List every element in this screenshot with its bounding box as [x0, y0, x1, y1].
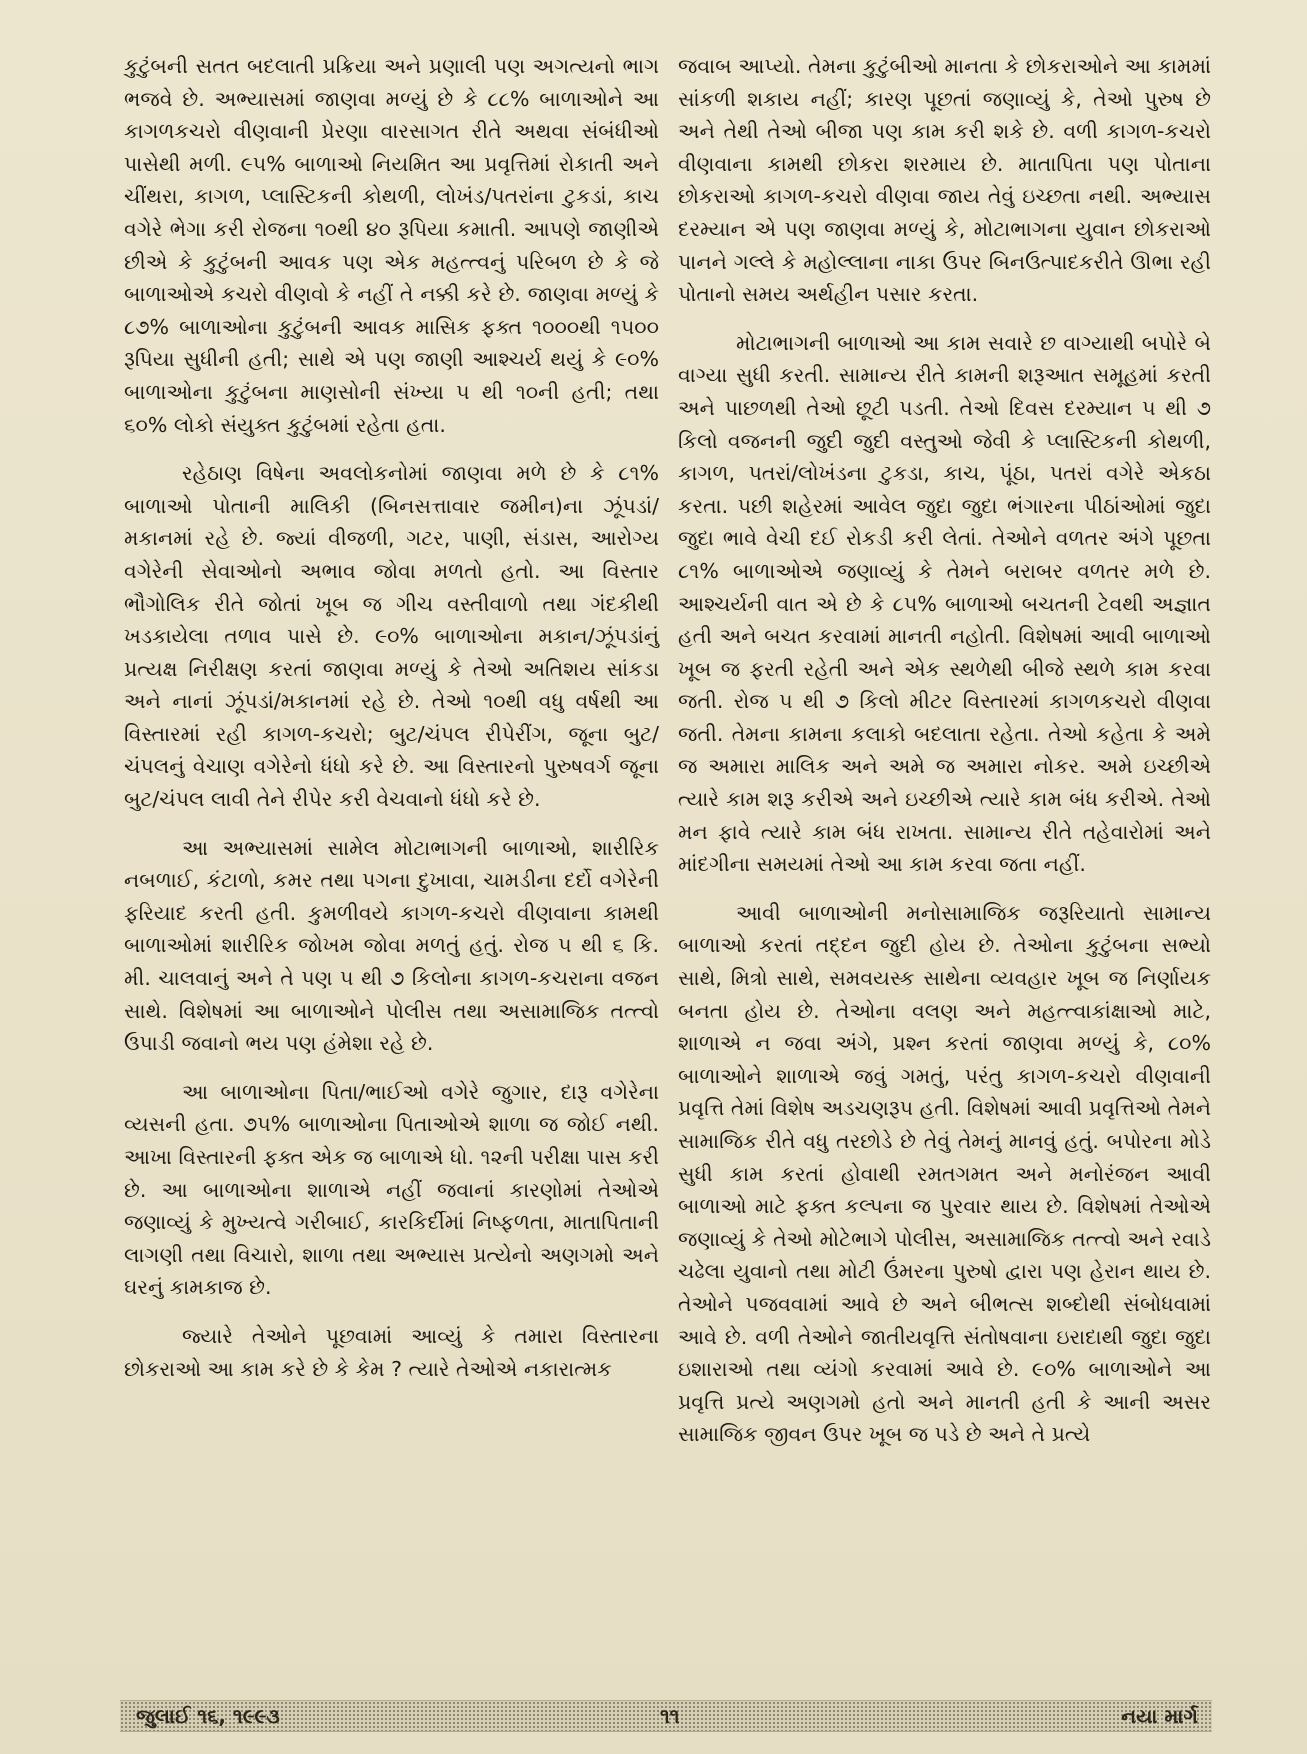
right-column	[678, 50, 1211, 1451]
page-footer	[120, 1700, 1212, 1732]
paragraph-psychosocial-needs: આવી બાળાઓની મનોસામાજિક જરૂરિયાતો સામાન્ય બાળાઓ કરતાં તદ્દન જુદી હોય છે. તેઓના કુટુંબના સભ્યો સાથે, મિત્રો સાથે, સમવયસ્ક સાથેના વ્યવહાર ખૂબ જ નિર્ણાયક બનતા હોય છે. તેઓના વલણ અને મહત્ત્વાકાંક્ષાઓ માટે, શાળાએ ન જવા અંગે, પ્રશ્ન કરતાં જાણવા મળ્યું કે, ૮૦% બાળાઓને શાળાએ જવું ગમતું, પરંતુ કાગળ-કચરો વીણવાની પ્રવૃત્તિ તેમાં વિશેષ અડચણરૂપ હતી. વિશેષમાં આવી પ્રવૃત્તિઓ તેમને સામાજિક રીતે વધુ તરછોડે છે તેવું તેમનું માનવું હતું. બપોરના મોડે સુધી કામ કરતાં હોવાથી રમતગમત અને મનોરંજન આવી બાળાઓ માટે ફક્ત કલ્પના જ પુરવાર થાય છે. વિશેષમાં તેઓએ જણાવ્યું કે તેઓ મોટેભાગે પોલીસ, અસામાજિક તત્ત્વો અને રવાડે ચઢેલા યુવાનો તથા મોટી ઉંમરના પુરુષો દ્વારા પણ હેરાન થાય છે. તેઓને પજવવામાં આવે છે અને બીભત્સ શબ્દોથી સંબોધવામાં આવે છે. વળી તેઓને જાતીયવૃત્તિ સંતોષવાના ઇરાદાથી જુદા જુદા ઇશારાઓ તથા વ્યંગો કરવામાં આવે છે. ૯૦% બાળાઓને આ પ્રવૃત્તિ પ્રત્યે અણગમો હતો અને માનતી હતી કે આની અસર સામાજિક જીવન ઉપર ખૂબ જ પડે છે અને તે પ્રત્યે	[678, 900, 1211, 1447]
paragraph-boys-answer: જવાબ આપ્યો. તેમના કુટુંબીઓ માનતા કે છોકરાઓને આ કામમાં સાંકળી શકાય નહીં; કારણ પૂછતાં જણાવ્યું કે, તેઓ પુરુષ છે અને તેથી તેઓ બીજા પણ કામ કરી શકે છે. વળી કાગળ-કચરો વીણવાના કામથી છોકરા શરમાય છે. માતાપિતા પણ પોતાના છોકરાઓ કાગળ-કચરો વીણવા જાય તેવું ઇચ્છતા નથી. અભ્યાસ દરમ્યાન એ પણ જાણવા મળ્યું કે, મોટાભાગના યુવાન છોકરાઓ પાનને ગલ્લે કે મહોલ્લાના નાકા ઉપર બિનઉત્પાદકરીતે ઊભા રહી પોતાનો સમય અર્થહીન પસાર કરતા.	[678, 54, 1211, 307]
paragraph-fathers-education: આ બાળાઓના પિતા/ભાઈઓ વગેરે જુગાર, દારૂ વગેરેના વ્યસની હતા. ૭૫% બાળાઓના પિતાઓએ શાળા જ જોઈ નથી. આખા વિસ્તારની ફક્ત એક જ બાળાએ ધો. ૧૨ની પરીક્ષા પાસ કરી છે. આ બાળાઓના શાળાએ નહીં જવાનાં કારણોમાં તેઓએ જણાવ્યું કે મુખ્યત્વે ગરીબાઈ, કારકિર્દીમાં નિષ્ફળતા, માતાપિતાની લાગણી તથા વિચારો, શાળા તથા અભ્યાસ પ્રત્યેનો અણગમો અને ઘરનું કામકાજ છે.	[124, 1079, 659, 1300]
footer-publication-title: નયા માર્ગ	[1121, 1704, 1198, 1728]
paragraph-boys-question: જ્યારે તેઓને પૂછવામાં આવ્યું કે તમારા વિસ્તારના છોકરાઓ આ કામ કરે છે કે કેમ ? ત્યારે તેઓએ નકારાત્મક	[124, 1323, 659, 1381]
left-column	[124, 50, 659, 1385]
paragraph-family-income: કુટુંબની સતત બદલાતી પ્રક્રિયા અને પ્રણાલી પણ અગત્યનો ભાગ ભજવે છે. અભ્યાસમાં જાણવા મળ્યું છે કે ૮૮% બાળાઓને આ કાગળકચરો વીણવાની પ્રેરણા વારસાગત રીતે અથવા સંબંધીઓ પાસેથી મળી. ૯૫% બાળાઓ નિયમિત આ પ્રવૃત્તિમાં રોકાતી અને ચીંથરા, કાગળ, પ્લાસ્ટિકની કોથળી, લોખંડ/પતરાંના ટુકડાં, કાચ વગેરે ભેગા કરી રોજના ૧૦થી ૪૦ રૂપિયા કમાતી. આપણે જાણીએ છીએ કે કુટુંબની આવક પણ એક મહત્ત્વનું પરિબળ છે કે જે બાળાઓએ કચરો વીણવો કે નહીં તે નક્કી કરે છે. જાણવા મળ્યું કે ૮૭% બાળાઓના કુટુંબની આવક માસિક ફક્ત ૧૦૦૦થી ૧૫૦૦ રૂપિયા સુધીની હતી; સાથે એ પણ જાણી આશ્ચર્ય થયું કે ૯૦% બાળાઓના કુટુંબના માણસોની સંખ્યા ૫ થી ૧૦ની હતી; તથા ૬૦% લોકો સંયુક્ત કુટુંબમાં રહેતા હતા.	[124, 54, 659, 437]
paragraph-housing: રહેઠાણ વિષેના અવલોકનોમાં જાણવા મળે છે કે ૮૧% બાળાઓ પોતાની માલિકી (બિનસત્તાવાર જમીન)ના ઝૂંપડાં/મકાનમાં રહે છે. જ્યાં વીજળી, ગટર, પાણી, સંડાસ, આરોગ્ય વગેરેની સેવાઓનો અભાવ જોવા મળતો હતો. આ વિસ્તાર ભૌગોલિક રીતે જોતાં ખૂબ જ ગીચ વસ્તીવાળો તથા ગંદકીથી ખડકાયેલા તળાવ પાસે છે. ૯૦% બાળાઓના મકાન/ઝૂંપડાંનું પ્રત્યક્ષ નિરીક્ષણ કરતાં જાણવા મળ્યું કે તેઓ અતિશય સાંકડા અને નાનાં ઝૂંપડાં/મકાનમાં રહે છે. તેઓ ૧૦થી વધુ વર્ષથી આ વિસ્તારમાં રહી કાગળ-કચરો; બુટ/ચંપલ રીપેરીંગ, જૂના બુટ/ચંપલનું વેચાણ વગેરેનો ધંધો કરે છે. આ વિસ્તારનો પુરુષવર્ગ જૂના બુટ/ચંપલ લાવી તેને રીપેર કરી વેચવાનો ધંધો કરે છે.	[124, 461, 659, 812]
paragraph-health: આ અભ્યાસમાં સામેલ મોટાભાગની બાળાઓ, શારીરિક નબળાઈ, કંટાળો, કમર તથા પગના દુખાવા, ચામડીના દર્દો વગેરેની ફરિયાદ કરતી હતી. કુમળીવયે કાગળ-કચરો વીણવાના કામથી બાળાઓમાં શારીરિક જોખમ જોવા મળતું હતું. રોજ ૫ થી ૬ કિ. મી. ચાલવાનું અને તે પણ ૫ થી ૭ કિલોના કાગળ-કચરાના વજન સાથે. વિશેષમાં આ બાળાઓને પોલીસ તથા અસામાજિક તત્ત્વો ઉપાડી જવાનો ભય પણ હંમેશા રહે છે.	[124, 835, 659, 1056]
footer-date: જુલાઈ ૧૬, ૧૯૯૩	[136, 1704, 280, 1728]
footer-page-number: ૧૧	[660, 1704, 680, 1728]
paragraph-work-routine: મોટાભાગની બાળાઓ આ કામ સવારે છ વાગ્યાથી બપોરે બે વાગ્યા સુધી કરતી. સામાન્ય રીતે કામની શરૂઆત સમૂહમાં કરતી અને પાછળથી તેઓ છૂટી પડતી. તેઓ દિવસ દરમ્યાન ૫ થી ૭ કિલો વજનની જુદી જુદી વસ્તુઓ જેવી કે પ્લાસ્ટિકની કોથળી, કાગળ, પતરાં/લોખંડના ટુકડા, કાચ, પૂંઠા, પતરાં વગેરે એકઠા કરતા. પછી શહેરમાં આવેલ જુદા જુદા ભંગારના પીઠાંઓમાં જુદા જુદા ભાવે વેચી દઈ રોકડી કરી લેતાં. તેઓને વળતર અંગે પૂછતા ૮૧% બાળાઓએ જણાવ્યું કે તેમને બરાબર વળતર મળે છે. આશ્ચર્યની વાત એ છે કે ૮૫% બાળાઓ બચતની ટેવથી અજ્ઞાત હતી અને બચત કરવામાં માનતી નહોતી. વિશેષમાં આવી બાળાઓ ખૂબ જ ફરતી રહેતી અને એક સ્થળેથી બીજે સ્થળે કામ કરવા જતી. રોજ ૫ થી ૭ કિલો મીટર વિસ્તારમાં કાગળકચરો વીણવા જતી. તેમના કામના કલાકો બદલાતા રહેતા. તેઓ કહેતા કે અમે જ અમારા માલિક અને અમે જ અમારા નોકર. અમે ઇચ્છીએ ત્યારે કામ શરૂ કરીએ અને ઇચ્છીએ ત્યારે કામ બંધ કરીએ. તેઓ મન ફાવે ત્યારે કામ બંધ રાખતા. સામાન્ય રીતે તહેવારોમાં અને માંદગીના સમયમાં તેઓ આ કામ કરવા જતા નહીં.	[678, 330, 1211, 877]
